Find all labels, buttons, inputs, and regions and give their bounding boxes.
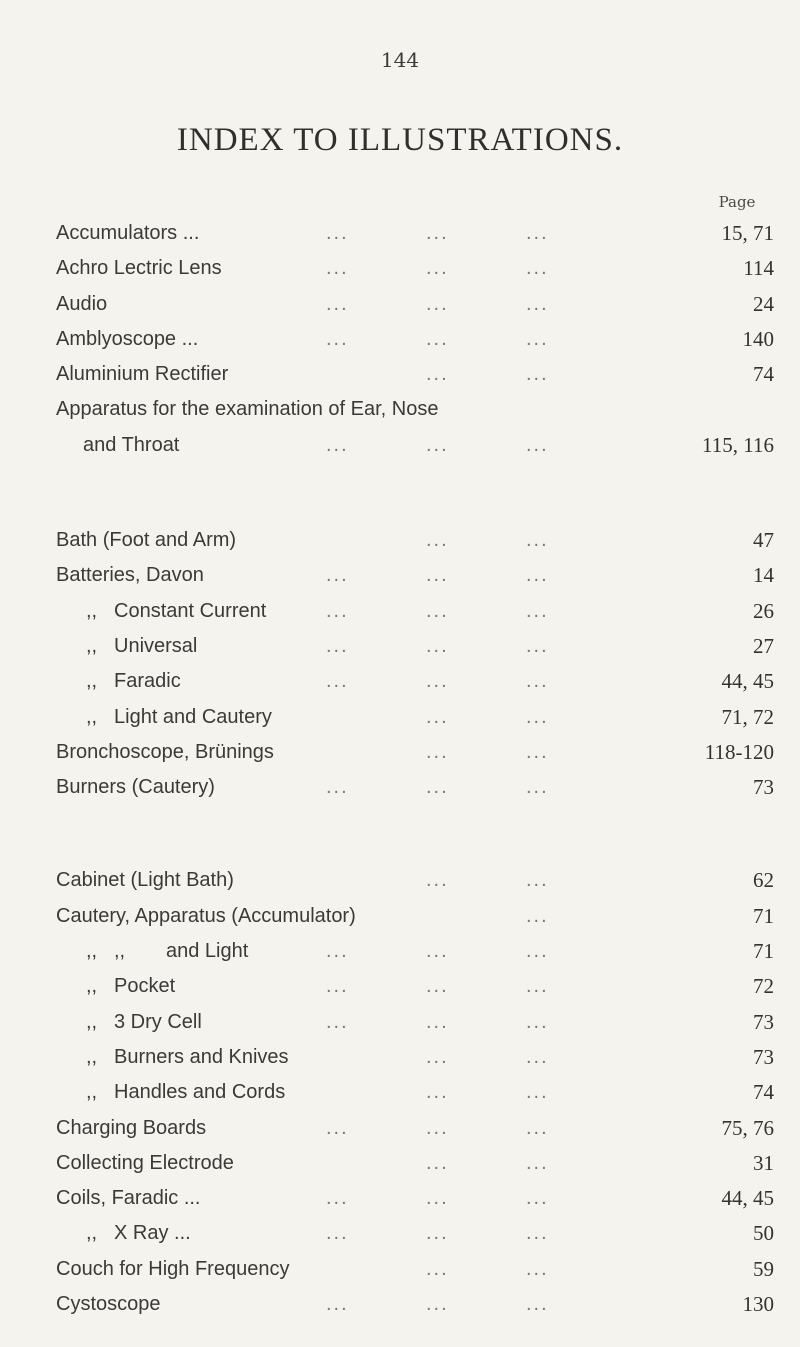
index-entry <box>56 1075 774 1110</box>
index-entry <box>56 392 774 427</box>
entry-label: Achro Lectric Lens <box>56 257 222 280</box>
entry-page: 62 <box>753 868 774 893</box>
entry-page: 47 <box>753 528 774 553</box>
leader-dots: ... ... ... <box>326 1187 549 1210</box>
leader-dots: ... ... <box>426 1045 549 1068</box>
page-column-header: Page <box>718 193 756 211</box>
index-entry <box>56 1252 774 1287</box>
entry-label: Bath (Foot and Arm) <box>56 529 237 552</box>
leader-dots: ... ... ... <box>326 940 549 963</box>
index-entry <box>56 1040 774 1075</box>
index-entry <box>56 1146 774 1181</box>
leader-dots: ... ... ... <box>326 1116 549 1139</box>
leader-dots: ... ... <box>426 1081 549 1104</box>
entry-label: Batteries, Davon <box>56 564 204 587</box>
ditto-mark: ,, <box>114 940 126 963</box>
entry-label: Cautery, Apparatus (Accumulator) <box>56 904 356 927</box>
entry-label <box>86 664 181 699</box>
entry-label: Charging Boards <box>56 1116 207 1139</box>
index-entry <box>56 322 774 357</box>
leader-dots: ... ... ... <box>326 975 549 998</box>
index-entry <box>56 523 774 558</box>
leader-dots: ... ... <box>426 740 549 763</box>
leader-dots: ... ... <box>426 363 549 386</box>
leader-dots: ... ... <box>426 1151 549 1174</box>
index-entry <box>56 1181 774 1216</box>
index-entry <box>56 1005 774 1040</box>
entry-page: 72 <box>753 974 774 999</box>
index-entry <box>56 969 774 1004</box>
entry-label: and Throat <box>83 433 180 456</box>
ditto-mark: ,, <box>86 1045 98 1068</box>
entry-page: 71 <box>753 939 774 964</box>
index-entry <box>56 558 774 593</box>
entry-label: Couch for High Frequency <box>56 1257 290 1280</box>
leader-dots: ... ... ... <box>326 564 549 587</box>
entry-page: 15, 71 <box>721 221 774 245</box>
index-entry <box>56 700 774 735</box>
entry-page: 75, 76 <box>721 1115 774 1140</box>
ditto-mark: ,, <box>86 634 98 657</box>
leader-dots: ... ... ... <box>326 327 549 350</box>
entry-label: Cabinet (Light Bath) <box>56 869 234 892</box>
entry-label: Coils, Faradic ... <box>56 1187 201 1210</box>
entry-page: 74 <box>753 1080 774 1105</box>
ditto-mark: ,, <box>86 670 98 693</box>
index-entry <box>56 594 774 629</box>
index-entry <box>56 770 774 805</box>
leader-dots: ... ... ... <box>326 634 549 657</box>
entry-text: Pocket <box>114 975 176 998</box>
entry-page: 44, 45 <box>721 1186 774 1211</box>
entry-page: 71, 72 <box>721 704 774 729</box>
page-number: 144 <box>380 48 420 72</box>
index-entry <box>56 1216 774 1251</box>
index-entry <box>56 899 774 934</box>
index-entry <box>56 629 774 664</box>
entry-page: 118-120 <box>704 739 774 764</box>
entry-text: Light and Cautery <box>114 705 272 728</box>
index-entry <box>56 863 774 898</box>
entry-label: Bronchoscope, Brünings <box>56 740 274 763</box>
entry-label <box>86 700 272 735</box>
leader-dots: ... ... <box>426 869 549 892</box>
entry-text: 3 Dry Cell <box>114 1010 202 1033</box>
entry-page: 14 <box>753 563 774 588</box>
leader-dots: ... ... ... <box>326 292 549 315</box>
entry-label <box>86 1040 289 1075</box>
entry-label <box>86 1075 285 1110</box>
index-entry <box>56 428 774 463</box>
leader-dots: ... ... ... <box>326 433 549 456</box>
entry-page: 114 <box>743 256 774 281</box>
entry-label: Burners (Cautery) <box>56 776 215 799</box>
entry-page: 115, 116 <box>702 432 774 457</box>
ditto-mark: ,, <box>86 1081 98 1104</box>
leader-dots: ... ... ... <box>326 222 549 244</box>
leader-dots: ... ... <box>426 529 549 552</box>
entry-page: 74 <box>753 362 774 387</box>
entry-page: 73 <box>753 775 774 800</box>
leader-dots: ... ... ... <box>326 599 549 622</box>
index-entry <box>56 735 774 770</box>
entry-page: 73 <box>753 1009 774 1034</box>
entry-label <box>86 1216 191 1251</box>
leader-dots: ... ... ... <box>326 1222 549 1245</box>
leader-dots: ... ... ... <box>326 1010 549 1033</box>
entry-text: Burners and Knives <box>114 1045 289 1068</box>
entry-text: Handles and Cords <box>114 1081 286 1104</box>
entry-text: Constant Current <box>114 599 267 622</box>
leader-dots: ... ... <box>426 1257 549 1280</box>
entry-label <box>86 1005 202 1040</box>
index-entry <box>56 357 774 392</box>
entry-label: Cystoscope <box>56 1293 161 1316</box>
ditto-mark: ,, <box>86 705 98 728</box>
entry-text: and Light <box>166 940 249 963</box>
ditto-mark: ,, <box>86 599 98 622</box>
entry-page: 71 <box>753 903 774 928</box>
entry-label: Collecting Electrode <box>56 1151 234 1174</box>
entry-page: 59 <box>753 1256 774 1281</box>
index-entry <box>56 664 774 699</box>
leader-dots: ... <box>526 904 549 927</box>
entry-page: 73 <box>753 1044 774 1069</box>
index-entry <box>56 1287 774 1322</box>
ditto-mark: ,, <box>86 940 98 963</box>
entry-label <box>86 629 197 664</box>
entry-page: 31 <box>753 1150 774 1175</box>
group-gap <box>56 463 774 523</box>
entry-label: Amblyoscope ... <box>56 327 199 350</box>
ditto-mark: ,, <box>86 1222 98 1245</box>
ditto-mark: ,, <box>86 975 98 998</box>
entry-label <box>86 969 175 1004</box>
entry-text: X Ray ... <box>114 1222 191 1245</box>
entry-page: 24 <box>753 291 774 316</box>
entry-page: 130 <box>742 1292 774 1317</box>
entry-page: 50 <box>753 1221 774 1246</box>
index-entry <box>56 216 774 251</box>
leader-dots: ... ... ... <box>326 1293 549 1316</box>
leader-dots: ... ... ... <box>326 776 549 799</box>
group-gap <box>56 805 774 863</box>
entry-text: Universal <box>114 634 198 657</box>
index-entry <box>56 934 774 969</box>
ditto-mark: ,, <box>86 1010 98 1033</box>
entry-page: 27 <box>753 633 774 658</box>
index-list <box>56 216 774 1322</box>
entry-label: Audio <box>56 292 108 315</box>
entry-label <box>86 594 266 629</box>
leader-dots: ... ... ... <box>326 257 549 280</box>
entry-page: 44, 45 <box>721 669 774 694</box>
entry-label <box>86 934 248 969</box>
leader-dots: ... ... <box>426 705 549 728</box>
page-title: INDEX TO ILLUSTRATIONS. <box>176 122 624 158</box>
entry-page: 140 <box>742 326 774 351</box>
index-entry <box>56 251 774 286</box>
entry-label: Aluminium Rectifier <box>56 363 229 386</box>
index-entry <box>56 1111 774 1146</box>
entry-text: Faradic <box>114 670 181 693</box>
entry-page: 26 <box>753 598 774 623</box>
entry-label: Apparatus for the examination of Ear, Nose <box>56 398 439 421</box>
leader-dots: ... ... ... <box>326 670 549 693</box>
entry-label: Accumulators ... <box>56 222 200 244</box>
index-entry <box>56 287 774 322</box>
